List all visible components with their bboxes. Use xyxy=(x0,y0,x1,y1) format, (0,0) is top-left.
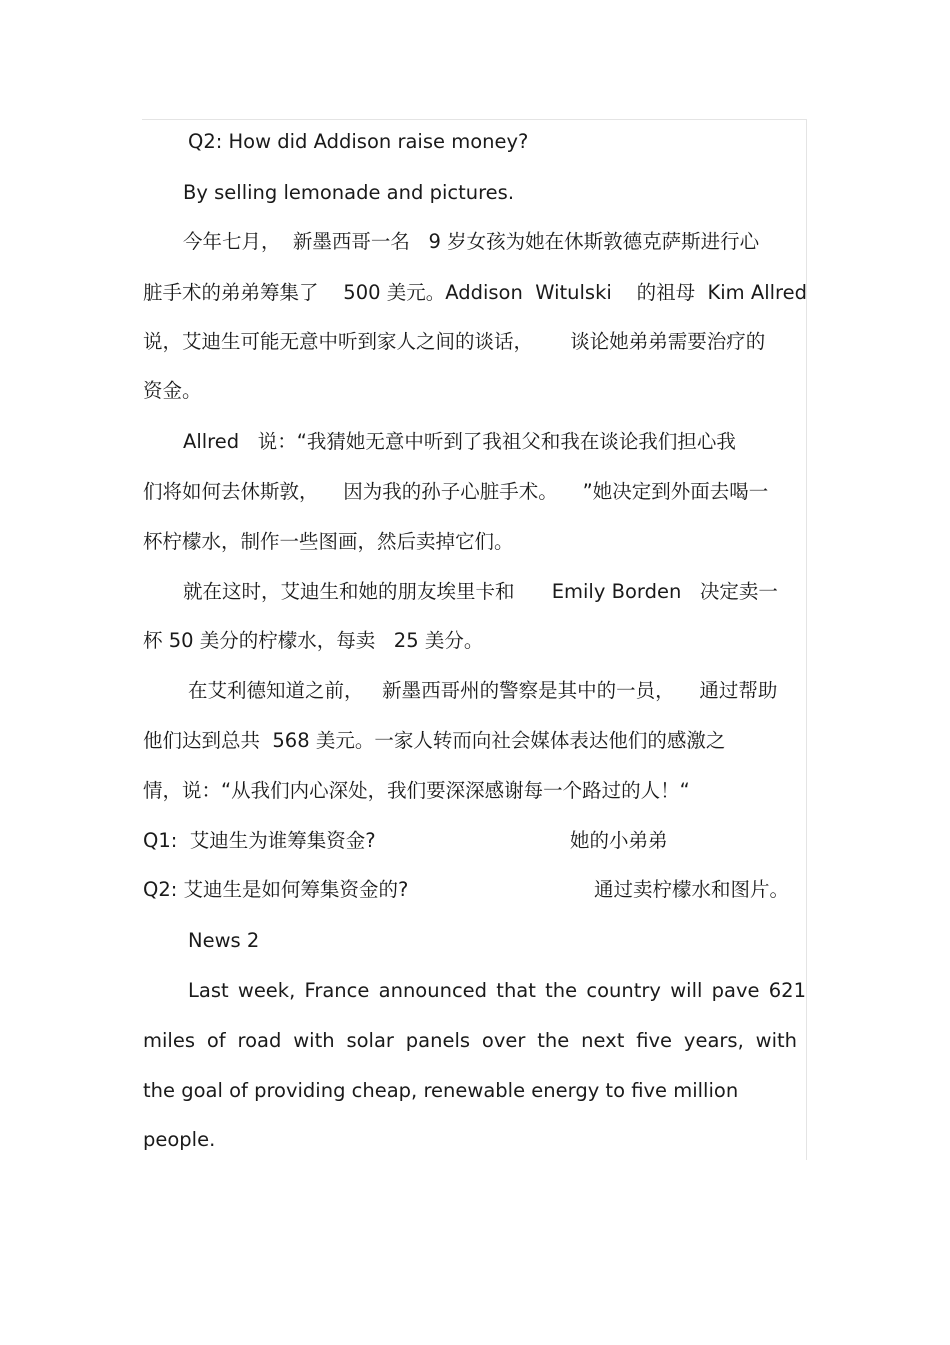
news1-paragraph1-line: 资金。 xyxy=(143,379,202,402)
news1-paragraph2-line: Allred 说：“我猜她无意中听到了我祖父和我在谈论我们担心我 xyxy=(183,430,736,453)
news1-paragraph3-line: 杯 50 美分的柠檬水，每卖 25 美分。 xyxy=(143,629,484,652)
news1-paragraph2-line: 们将如何去休斯敦， 因为我的孙子心脏手术。 ”她决定到外面去喝一 xyxy=(143,480,769,503)
news2-paragraph-line: the goal of providing cheap, renewable energy to five million xyxy=(143,1079,739,1102)
news2-heading: News 2 xyxy=(188,929,260,952)
news2-paragraph-line: people. xyxy=(143,1128,216,1151)
news1-paragraph3-line: 就在这时，艾迪生和她的朋友埃里卡和 Emily Borden 决定卖一 xyxy=(183,580,778,603)
answer-q2-chinese: 通过卖柠檬水和图片。 xyxy=(594,878,790,901)
question-q1-chinese: Q1: 艾迪生为谁筹集资金? xyxy=(143,829,376,852)
question-q2-english: Q2: How did Addison raise money? xyxy=(188,130,529,153)
answer-q2-english: By selling lemonade and pictures. xyxy=(183,181,515,204)
news2-paragraph-line: miles of road with solar panels over the next five years, with xyxy=(143,1029,797,1052)
news1-paragraph1-line: 说，艾迪生可能无意中听到家人之间的谈话， 谈论她弟弟需要治疗的 xyxy=(143,330,766,353)
news1-paragraph4-line: 情，说：“从我们内心深处，我们要深深感谢每一个路过的人！“ xyxy=(143,779,690,802)
news2-paragraph-line: Last week, France announced that the country will pave 621 xyxy=(188,979,806,1002)
question-q2-chinese: Q2: 艾迪生是如何筹集资金的? xyxy=(143,878,409,901)
news1-paragraph1-line: 脏手术的弟弟筹集了 500 美元。Addison Witulski 的祖母 Kim Allred xyxy=(143,281,808,304)
news1-paragraph4-line: 他们达到总共 568 美元。一家人转而向社会媒体表达他们的感激之 xyxy=(143,729,726,752)
news1-paragraph2-line: 杯柠檬水，制作一些图画，然后卖掉它们。 xyxy=(143,530,514,553)
news1-paragraph4-line: 在艾利德知道之前， 新墨西哥州的警察是其中的一员， 通过帮助 xyxy=(188,679,778,702)
answer-q1-chinese: 她的小弟弟 xyxy=(570,829,668,852)
news1-paragraph1-line: 今年七月， 新墨西哥一名 9 岁女孩为她在休斯敦德克萨斯进行心 xyxy=(183,230,760,253)
